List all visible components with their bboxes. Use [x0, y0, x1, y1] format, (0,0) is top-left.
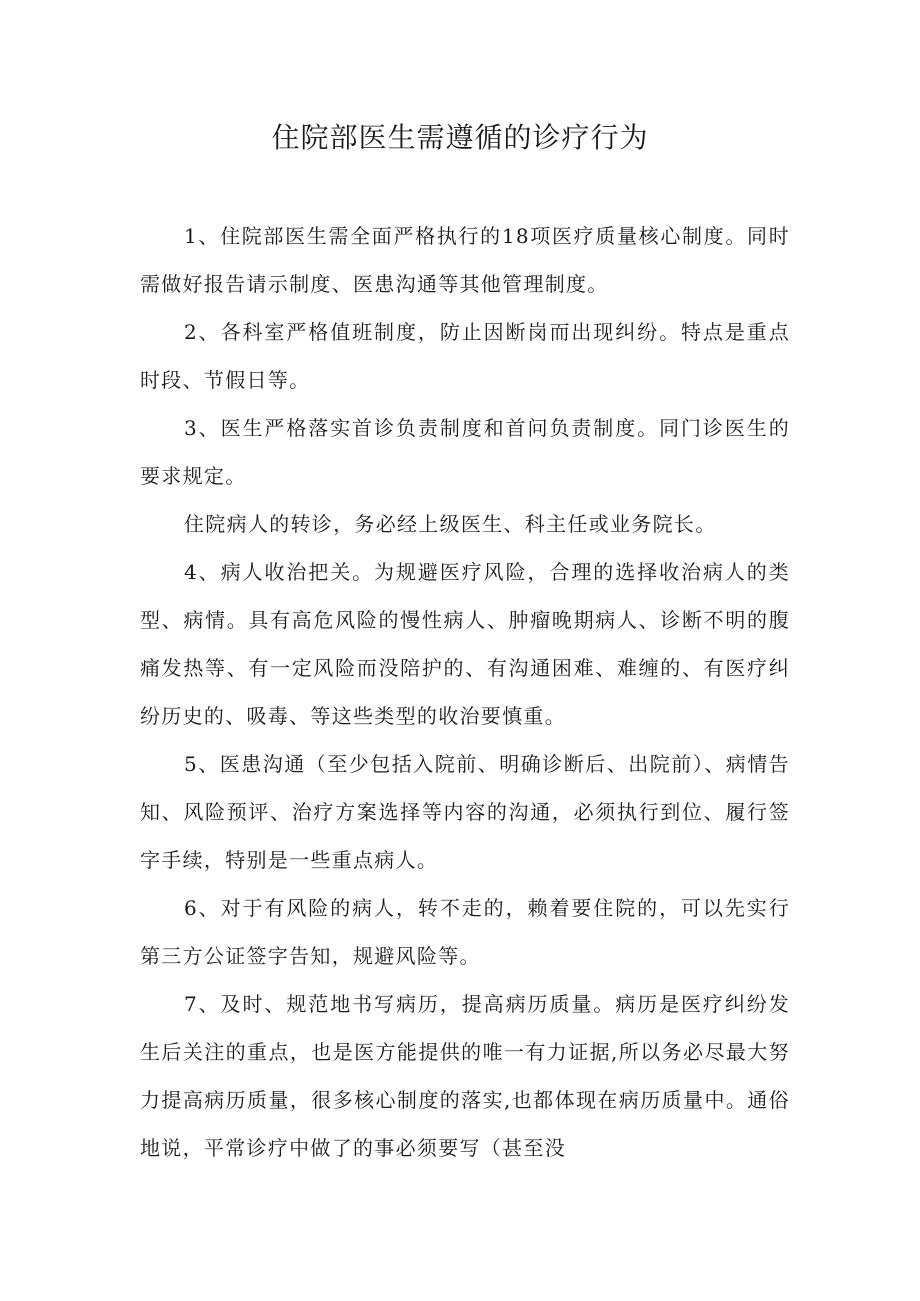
paragraph-2: 2、各科室严格值班制度，防止因断岗而出现纠纷。特点是重点时段、节假日等。 [140, 320, 790, 392]
paragraph-5: 5、医患沟通（至少包括入院前、明确诊断后、出院前）、病情告知、风险预评、治疗方案选择等内容的沟通，必须执行到位、履行签字手续，特别是一些重点病人。 [140, 752, 790, 872]
paragraph-6: 6、对于有风险的病人，转不走的，赖着要住院的，可以先实行第三方公证签字告知，规避风险等。 [140, 896, 790, 968]
paragraph-3: 3、医生严格落实首诊负责制度和首问负责制度。同门诊医生的要求规定。 [140, 416, 790, 488]
paragraph-7: 7、及时、规范地书写病历，提高病历质量。病历是医疗纠纷发生后关注的重点，也是医方能提供的唯一有力证据,所以务必尽最大努力提高病历质量，很多核心制度的落实,也都体现在病历质量中。通俗地说，平常诊疗中做了的事必须要写（甚至没 [140, 992, 790, 1160]
paragraph-3-referral: 住院病人的转诊，务必经上级医生、科主任或业务院长。 [184, 512, 717, 536]
paragraph-4: 4、病人收治把关。为规避医疗风险，合理的选择收治病人的类型、病情。具有高危风险的慢性病人、肿瘤晚期病人、诊断不明的腹痛发热等、有一定风险而没陪护的、有沟通困难、难缠的、有医疗纠纷历史的、吸毒、等这些类型的收治要慎重。 [140, 560, 790, 728]
document-body [140, 212, 790, 1172]
document-title: 住院部医生需遵循的诊疗行为 [271, 121, 649, 154]
paragraph-1: 1、住院部医生需全面严格执行的18项医疗质量核心制度。同时需做好报告请示制度、医患沟通等其他管理制度。 [140, 224, 790, 296]
